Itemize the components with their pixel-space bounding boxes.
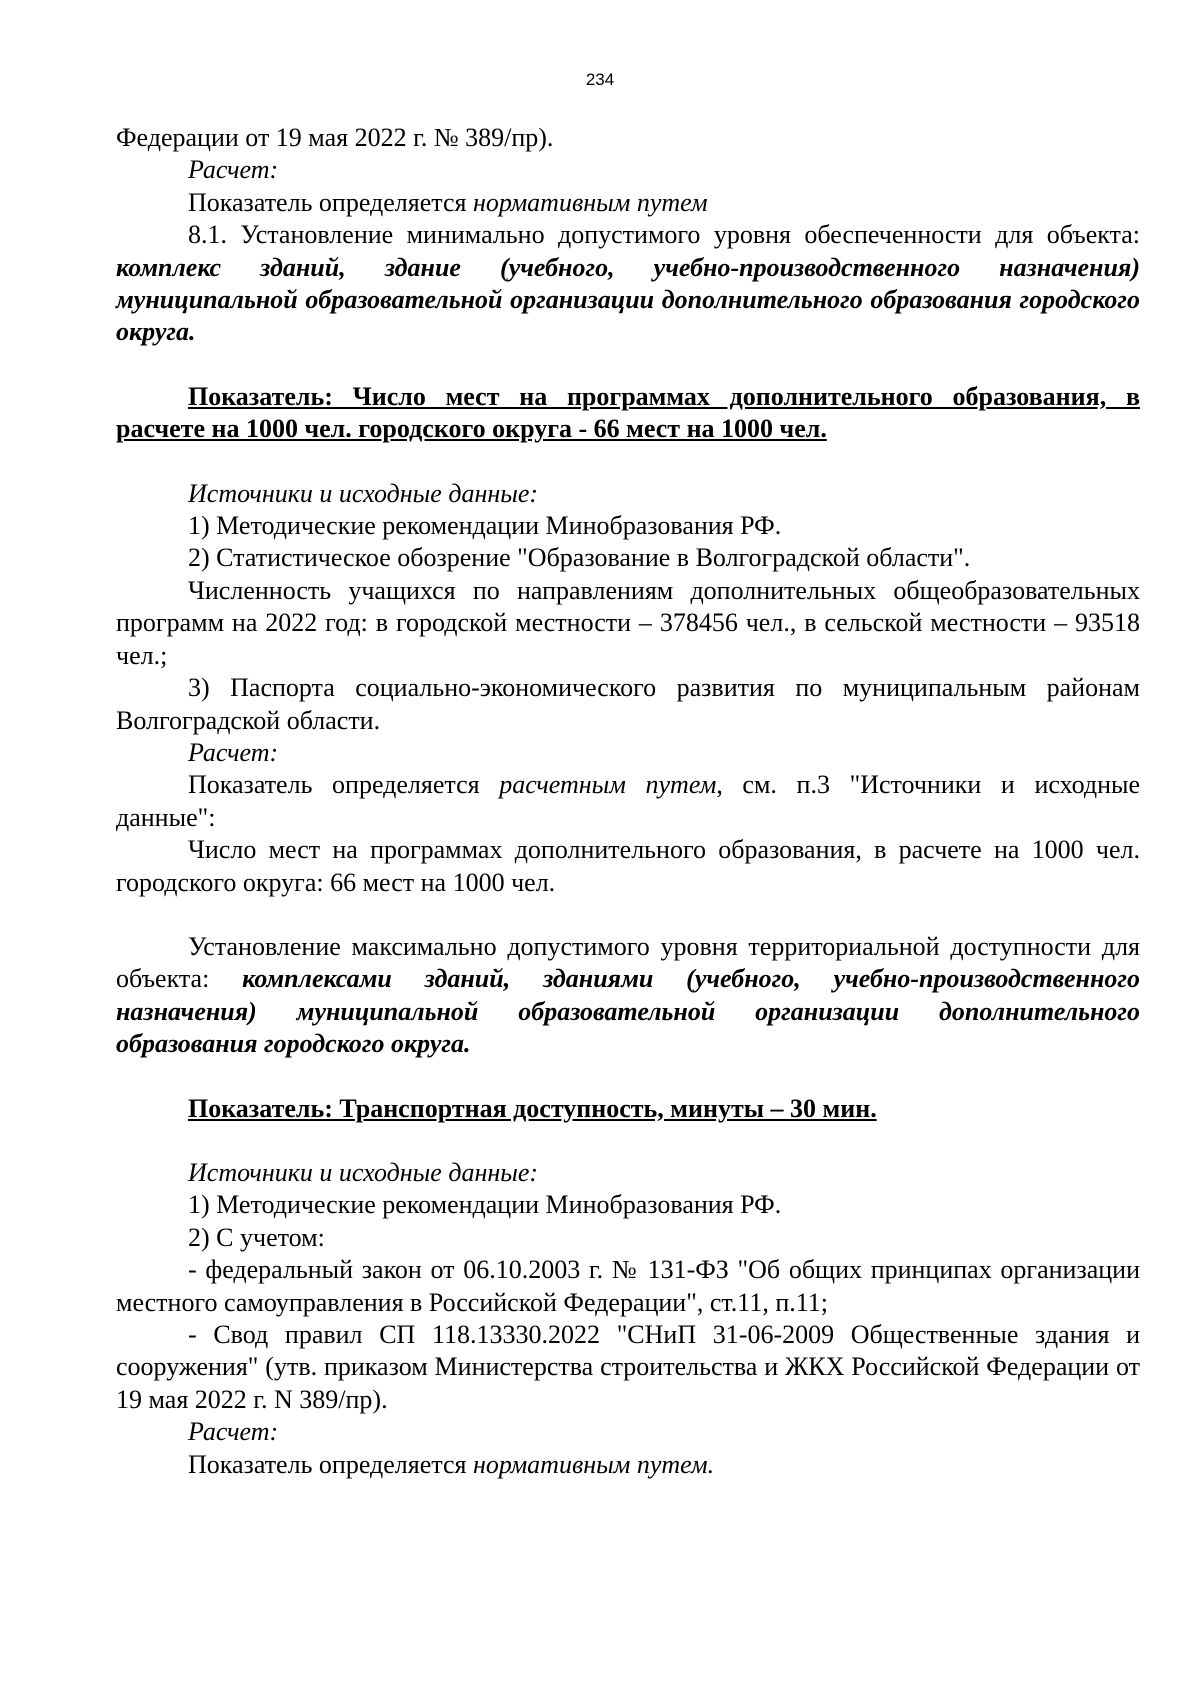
page-number: 234 — [585, 70, 615, 89]
method-paragraph — [116, 1449, 1140, 1481]
access-paragraph — [116, 931, 1140, 1061]
rules-paragraph: - Свод правил СП 118.13330.2022 "СНиП 31-06-2009 Общественные здания и сооружения" (утв. приказом Министерства строительства и ЖКХ Российской Федерации от 19 мая 2022 г. N 389/пр). — [116, 1320, 1140, 1414]
calculation-label: Расчет: — [188, 155, 279, 185]
method-value: расчетным путем — [499, 770, 717, 800]
indicator-2-heading: Показатель: Транспортная доступность, минуты – 30 мин. — [188, 1093, 877, 1123]
spacer — [116, 1061, 1140, 1093]
method-prefix: Показатель определяется — [188, 770, 500, 800]
access-intro: Установление максимально допустимого уровня территориальной доступности для объекта: — [116, 931, 1140, 994]
calculation-label: Расчет: — [188, 1417, 279, 1447]
access-object: комплексами зданий, зданиями (учебного, учебно-производственного назначения) муниципальной образовательной организации дополнительного образования городского округа. — [116, 964, 1140, 1059]
source-item-2: 2) С учетом: — [188, 1222, 325, 1252]
method-paragraph — [116, 769, 1140, 834]
source-item-2: 2) Статистическое обозрение "Образование в Волгоградской области". — [188, 543, 971, 573]
section-8-1-paragraph — [116, 219, 1140, 349]
students-paragraph: Численность учащихся по направлениям дополнительных общеобразовательных программ на 2022 год: в городской местности – 378456 чел., в сельской местности – 93518 чел.; — [116, 575, 1140, 670]
section-8-1-object: комплекс зданий, здание (учебного, учебно-производственного назначения) муниципальной образовательной организации дополнительного образования городского округа. — [116, 252, 1140, 347]
calculation-label: Расчет: — [188, 737, 279, 767]
law-paragraph: - федеральный закон от 06.10.2003 г. № 131-ФЗ "Об общих принципах организации местного самоуправления в Российской Федерации", ст.11, п.11; — [116, 1255, 1140, 1317]
method-prefix: Показатель определяется — [188, 187, 473, 217]
method-suffix: , см. п.3 "Источники и исходные данные": — [116, 770, 1140, 832]
spacer — [116, 349, 1140, 381]
method-value: нормативным путем. — [472, 1449, 715, 1479]
sources-label: Источники и исходные данные: — [188, 1157, 539, 1187]
result-paragraph: Число мест на программах дополнительного образования, в расчете на 1000 чел. городского округа: 66 мест на 1000 чел. — [116, 835, 1140, 897]
spacer — [116, 1125, 1140, 1157]
spacer — [116, 899, 1140, 931]
sources-label: Источники и исходные данные: — [188, 478, 539, 508]
spacer — [116, 446, 1140, 478]
source-item-1: 1) Методические рекомендации Минобразования РФ. — [188, 511, 782, 541]
indicator-1-heading: Показатель: Число мест на программах дополнительного образования, в расчете на 1000 чел. городского округа - 66 мест на 1000 чел. — [116, 381, 1140, 444]
source-item-3: 3) Паспорта социально-экономического развития по муниципальным районам Волгоградской области. — [116, 673, 1140, 735]
method-paragraph — [116, 187, 1140, 219]
method-prefix: Показатель определяется — [188, 1449, 473, 1479]
section-8-1-intro: 8.1. Установление минимально допустимого уровня обеспеченности для объекта: — [188, 220, 1140, 250]
document-body — [116, 122, 1140, 1481]
continuation-line: Федерации от 19 мая 2022 г. № 389/пр). — [116, 123, 554, 152]
source-item-1: 1) Методические рекомендации Минобразования РФ. — [188, 1190, 782, 1220]
method-value: нормативным путем — [472, 187, 708, 217]
